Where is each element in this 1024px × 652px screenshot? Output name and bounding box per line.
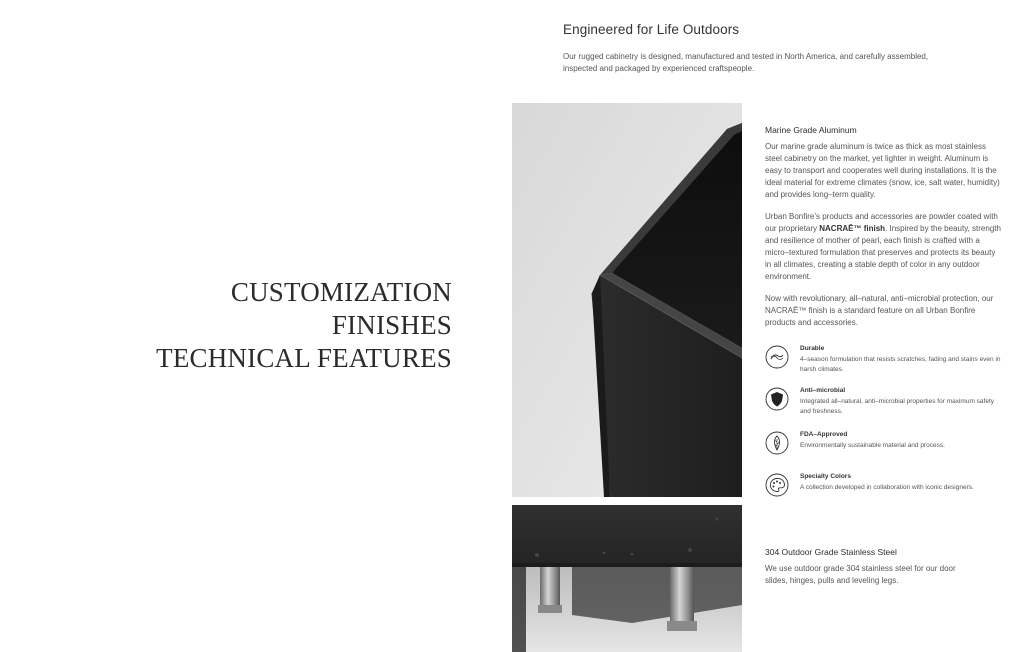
- headline-line-finishes: FINISHES: [331, 310, 452, 340]
- feature-description: Environmentally sustainable material and process.: [800, 442, 945, 449]
- feature-title: Anti–microbial: [800, 387, 846, 394]
- headline-line-customization: CUSTOMIZATION: [230, 277, 452, 307]
- feature-title: FDA–Approved: [800, 431, 848, 438]
- feature-description: A collection developed in collaboration with iconic designers.: [800, 484, 974, 491]
- leveling-legs-photo: [512, 505, 742, 652]
- durable-icon: [765, 345, 789, 369]
- headline-line-technical-features: TECHNICAL FEATURES: [156, 343, 452, 373]
- section-intro: Our rugged cabinetry is designed, manufactured and tested in North America, and carefully assembled, inspected and packaged by experienced craftspeople.: [563, 52, 929, 73]
- section-title: Engineered for Life Outdoors: [563, 22, 740, 37]
- palette-icon: [765, 473, 789, 497]
- aluminum-paragraph-2: [765, 211, 1001, 283]
- paragraph-2-intro: Urban Bonfire’s products and accessories are powder coated with our proprietary: [765, 212, 998, 233]
- paragraph-2-rest: . Inspired by the beauty, strength and resilience of mother of pearl, each finish is crafted with a micro–textured formulation that preserves and protects its beauty in all climates, creating a stable depth of color in any outdoor environment.: [765, 224, 1001, 281]
- feature-fda-approved: [765, 431, 1005, 471]
- aluminum-paragraph-3: Now with revolutionary, all–natural, anti–microbial protection, our NACRAĒ™ finish is a standard feature on all Urban Bonfire products and accessories.: [765, 294, 994, 327]
- feature-specialty-colors: [765, 473, 1005, 513]
- page-headline: [156, 276, 452, 375]
- stainless-title: 304 Outdoor Grade Stainless Steel: [765, 547, 897, 557]
- cabinet-corner-photo: [512, 103, 742, 497]
- leaf-icon: [765, 431, 789, 455]
- aluminum-paragraph-1: Our marine grade aluminum is twice as thick as most stainless steel cabinetry on the market, yet lighter in weight. Aluminum is easy to transport and cooperates well during installations. It is the ideal material for extreme climates (snow, ice, salt water, humidity) and provides long–term quality.: [765, 142, 1000, 199]
- feature-description: Integrated all–natural, anti–microbial properties for maximum safety and freshness.: [800, 398, 995, 415]
- feature-title: Specialty Colors: [800, 473, 851, 480]
- feature-anti-microbial: [765, 387, 1005, 427]
- feature-title: Durable: [800, 345, 825, 352]
- feature-description: 4–season formulation that resists scratches, fading and stains even in harsh climates.: [800, 356, 1001, 373]
- feature-durable: [765, 345, 1005, 385]
- nacrae-finish-brand: NACRAĒ™ finish: [819, 224, 886, 233]
- aluminum-title: Marine Grade Aluminum: [765, 125, 857, 135]
- shield-icon: [765, 387, 789, 411]
- stainless-paragraph: We use outdoor grade 304 stainless steel for our door slides, hinges, pulls and leveling legs.: [765, 564, 956, 585]
